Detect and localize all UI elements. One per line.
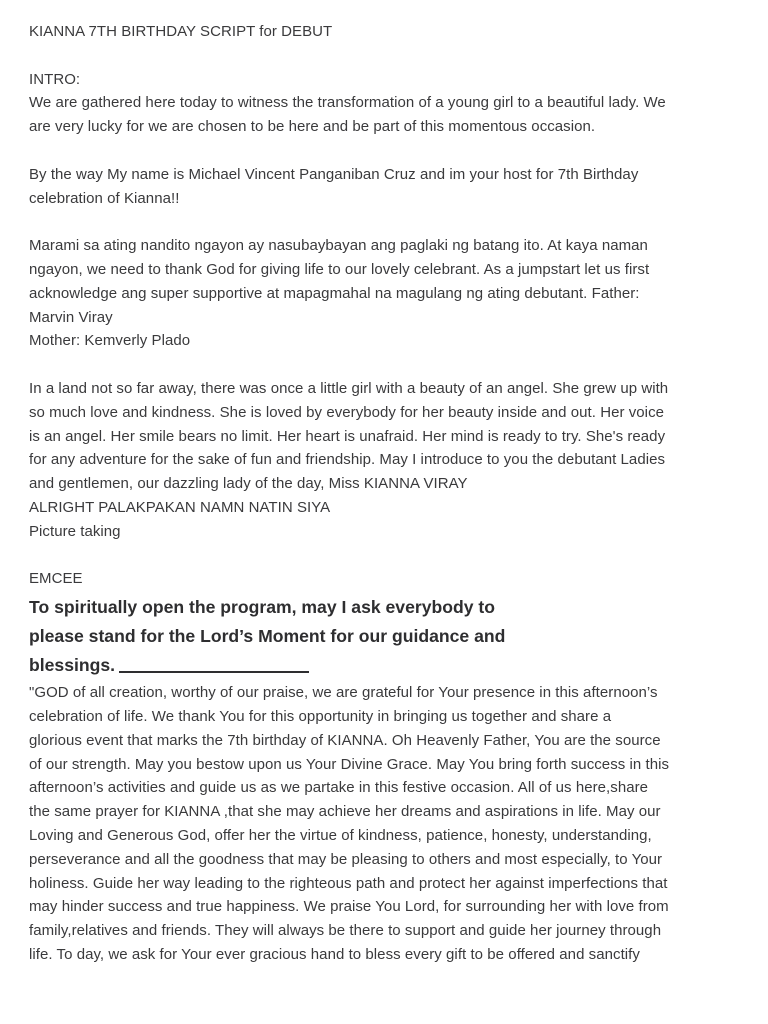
host-line: By the way My name is Michael Vincent Panganiban Cruz and im your host for 7th Birthday	[29, 165, 639, 183]
prayer-line: life. To day, we ask for Your ever gracious hand to bless every gift to be offered and sanctify	[29, 945, 640, 963]
emcee-heading-text: blessings.	[29, 655, 116, 676]
emcee-heading-line: please stand for the Lord’s Moment for our guidance and	[29, 626, 506, 647]
prayer-line: "GOD of all creation, worthy of our praise, we are grateful for Your presence in this afternoon’s	[29, 684, 658, 702]
father-name: Marvin Viray	[29, 308, 113, 326]
document-title: KIANNA 7TH BIRTHDAY SCRIPT for DEBUT	[29, 23, 333, 40]
story-line: and gentlemen, our dazzling lady of the day, Miss KIANNA VIRAY	[29, 475, 468, 493]
host-line: celebration of Kianna!!	[29, 189, 180, 207]
prayer-line: of our strength. May you bestow upon us Your Divine Grace. May You bring forth success in this	[29, 755, 670, 773]
parents-paragraph	[29, 234, 747, 353]
story-paragraph	[29, 377, 747, 544]
story-line: Picture taking	[29, 522, 121, 540]
prayer-line: afternoon’s activities and guide us as we partake in this festive occasion. All of us here,share	[29, 779, 649, 797]
mother-name: Mother: Kemverly Plado	[29, 332, 191, 350]
prayer-line: family,relatives and friends. They will always be there to support and guide her journey through	[29, 922, 662, 940]
intro-paragraph	[29, 91, 747, 139]
intro-line: are very lucky for we are chosen to be here and be part of this momentous occasion.	[29, 118, 596, 136]
emcee-heading	[29, 593, 747, 680]
prayer-line: perseverance and all the goodness that may be pleasing to others and most especially, to Your	[29, 850, 663, 868]
prayer-line: may hinder success and true happiness. We praise You Lord, for surrounding her with love from	[29, 898, 669, 916]
story-line: is an angel. Her smile bears no limit. Her heart is unafraid. Her mind is ready to try. She's ready	[29, 427, 666, 445]
spacer	[29, 544, 747, 568]
story-line: In a land not so far away, there was once a little girl with a beauty of an angel. She grew up with	[29, 379, 669, 397]
spacer	[29, 210, 747, 234]
parents-line: acknowledge ang super supportive at mapagmahal na magulang ng ating debutant. Father:	[29, 284, 640, 302]
spacer	[29, 353, 747, 377]
spacer	[29, 44, 747, 68]
emcee-heading-line: To spiritually open the program, may I ask everybody to	[29, 597, 496, 618]
host-paragraph	[29, 163, 747, 211]
prayer-line: glorious event that marks the 7th birthday of KIANNA. Oh Heavenly Father, You are the source	[29, 731, 661, 749]
story-line: for any adventure for the sake of fun and friendship. May I introduce to you the debutant Ladies	[29, 451, 666, 469]
emcee-heading-line-last	[29, 651, 747, 680]
intro-line: We are gathered here today to witness the transformation of a young girl to a beautiful lady. We	[29, 94, 666, 112]
story-line: so much love and kindness. She is loved by everybody for her beauty inside and out. Her voice	[29, 403, 665, 421]
parents-line: ngayon, we need to thank God for giving life to our lovely celebrant. As a jumpstart let us first	[29, 260, 650, 278]
prayer-line: holiness. Guide her way leading to the righteous path and protect her against imperfections that	[29, 874, 668, 892]
spacer	[29, 139, 747, 163]
prayer-line: the same prayer for KIANNA ,that she may achieve her dreams and aspirations in life. May our	[29, 803, 661, 821]
parents-line: Marami sa ating nandito ngayon ay nasubaybayan ang paglaki ng batang ito. At kaya naman	[29, 237, 648, 255]
story-line: ALRIGHT PALAKPAKAN NAMN NATIN SIYA	[29, 498, 331, 516]
prayer-line: Loving and Generous God, offer her the virtue of kindness, patience, honesty, understanding,	[29, 826, 652, 844]
intro-label: INTRO:	[29, 70, 81, 88]
fill-in-blank-rule	[119, 671, 309, 673]
prayer-paragraph	[29, 681, 747, 967]
prayer-line: celebration of life. We thank You for this opportunity in bringing us together and share a	[29, 707, 612, 725]
script-document	[29, 20, 747, 967]
emcee-label: EMCEE	[29, 570, 83, 588]
